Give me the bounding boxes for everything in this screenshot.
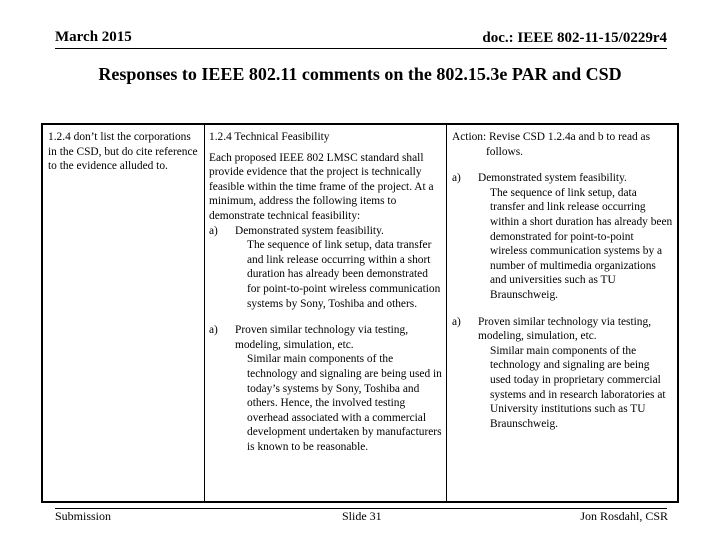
original-heading: 1.2.4 Technical Feasibility <box>209 131 330 143</box>
list-marker: a) <box>209 324 218 337</box>
original-intro: Each proposed IEEE 802 LMSC standard shall provide evidence that the project is technically feasible within the time frame of the project. At a minimum, address the following items to demonstrate technical feasibility: <box>209 151 434 222</box>
header-doc-id: doc.: IEEE 802-11-15/0229r4 <box>482 30 667 46</box>
original-item-a-text: The sequence of link setup, data transfer and link release occurring within a short duration has already been demonstrated for point-to-point wireless communication systems by Sony, Toshiba and others. <box>247 239 441 310</box>
footer-slide-number: Slide 31 <box>342 509 382 523</box>
header-rule <box>55 48 667 49</box>
comment-column <box>43 125 204 501</box>
action-item-b-text: Similar main components of the technology and signaling are being used today in proprietary commercial systems and in research laboratories at University institutions such as TU Braunschweig. <box>490 344 666 430</box>
footer-author: Jon Rosdahl, CSR <box>580 509 668 523</box>
comment-text: 1.2.4 don’t list the corporations in the CSD, but do cite reference to the evidence alluded to. <box>48 131 198 173</box>
list-marker: a) <box>452 172 461 185</box>
response-table <box>41 123 679 503</box>
item-label: Demonstrated system feasibility. <box>235 224 384 237</box>
original-item-b <box>209 323 442 352</box>
slide-title: Responses to IEEE 802.11 comments on the 802.15.3e PAR and CSD <box>98 64 622 84</box>
footer-submission: Submission <box>55 509 112 523</box>
item-label: Demonstrated system feasibility. <box>478 172 627 185</box>
action-item-a-text: The sequence of link setup, data transfer and link release occurring within a short duration has already been demonstrated for point-to-point wireless communication systems by a number of multimedia organizations and universities such as TU Braunschweig. <box>490 186 673 301</box>
item-label: Proven similar technology via testing, modeling, simulation, etc. <box>478 315 652 343</box>
action-item-b <box>452 315 673 344</box>
list-marker: a) <box>452 315 461 328</box>
action-item-a <box>452 171 673 186</box>
original-item-b-text: Similar main components of the technology and signaling are being used in today’s systems by Sony, Toshiba and others. Hence, the involved testing overhead associated with a commercial development undertaken by manufacturers is known to be reasonable. <box>247 353 442 453</box>
action-column <box>446 125 677 501</box>
list-marker: a) <box>209 224 218 237</box>
item-label: Proven similar technology via testing, modeling, simulation, etc. <box>235 324 409 351</box>
header-date: March 2015 <box>55 29 132 45</box>
original-item-a <box>209 224 442 239</box>
original-text-column <box>204 125 446 501</box>
action-intro: Action: Revise CSD 1.2.4a and b to read as follows. <box>452 131 651 158</box>
